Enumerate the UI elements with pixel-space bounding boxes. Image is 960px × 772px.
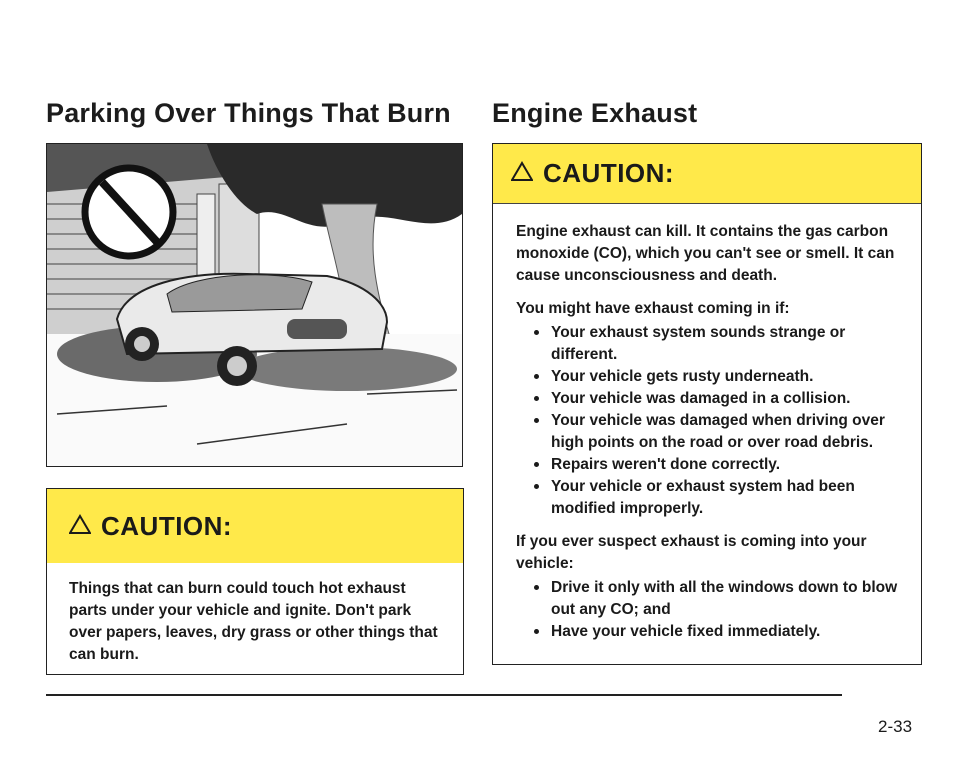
suspect-action-list xyxy=(516,577,903,643)
exhaust-cause-list xyxy=(516,322,903,520)
bullet-icon xyxy=(534,629,539,634)
list-item: Your vehicle or exhaust system had been modified improperly. xyxy=(516,476,903,520)
section-heading-engine-exhaust: Engine Exhaust xyxy=(492,98,698,128)
exhaust-list-intro: You might have exhaust coming in if: xyxy=(516,300,790,317)
suspect-intro: If you ever suspect exhaust is coming into your vehicle: xyxy=(516,533,867,572)
caution-body xyxy=(493,204,921,643)
warning-triangle-icon xyxy=(69,514,91,539)
exhaust-intro: Engine exhaust can kill. It contains the gas carbon monoxide (CO), which you can't see or smell. It can cause unconsciousness and death. xyxy=(516,223,895,284)
caution-banner xyxy=(493,144,921,204)
caution-text: Things that can burn could touch hot exhaust parts under your vehicle and ignite. Don't park over papers, leaves, dry grass or other things that can burn. xyxy=(69,580,438,663)
bullet-icon xyxy=(534,396,539,401)
list-item: Your vehicle gets rusty underneath. xyxy=(516,366,903,388)
list-item: Have your vehicle fixed immediately. xyxy=(516,621,903,643)
caution-banner xyxy=(47,489,463,563)
footer-rule xyxy=(46,694,842,696)
list-item: Your vehicle was damaged in a collision. xyxy=(516,388,903,410)
bullet-icon xyxy=(534,484,539,489)
list-item: Repairs weren't done correctly. xyxy=(516,454,903,476)
caution-box-exhaust xyxy=(492,143,922,665)
caution-label: CAUTION: xyxy=(543,158,675,188)
list-item: Drive it only with all the windows down to blow out any CO; and xyxy=(516,577,903,621)
parking-illustration xyxy=(46,143,463,467)
bullet-icon xyxy=(534,585,539,590)
car-parked-over-leaves-drawing xyxy=(47,144,462,466)
warning-triangle-icon xyxy=(511,161,533,186)
list-item: Your exhaust system sounds strange or different. xyxy=(516,322,903,366)
bullet-icon xyxy=(534,374,539,379)
list-item: Your vehicle was damaged when driving over high points on the road or over road debris. xyxy=(516,410,903,454)
bullet-icon xyxy=(534,418,539,423)
bullet-icon xyxy=(534,330,539,335)
caution-box-parking xyxy=(46,488,464,675)
bullet-icon xyxy=(534,462,539,467)
page-number: 2-33 xyxy=(878,717,913,736)
section-heading-parking: Parking Over Things That Burn xyxy=(46,98,451,128)
caution-label: CAUTION: xyxy=(101,510,233,541)
